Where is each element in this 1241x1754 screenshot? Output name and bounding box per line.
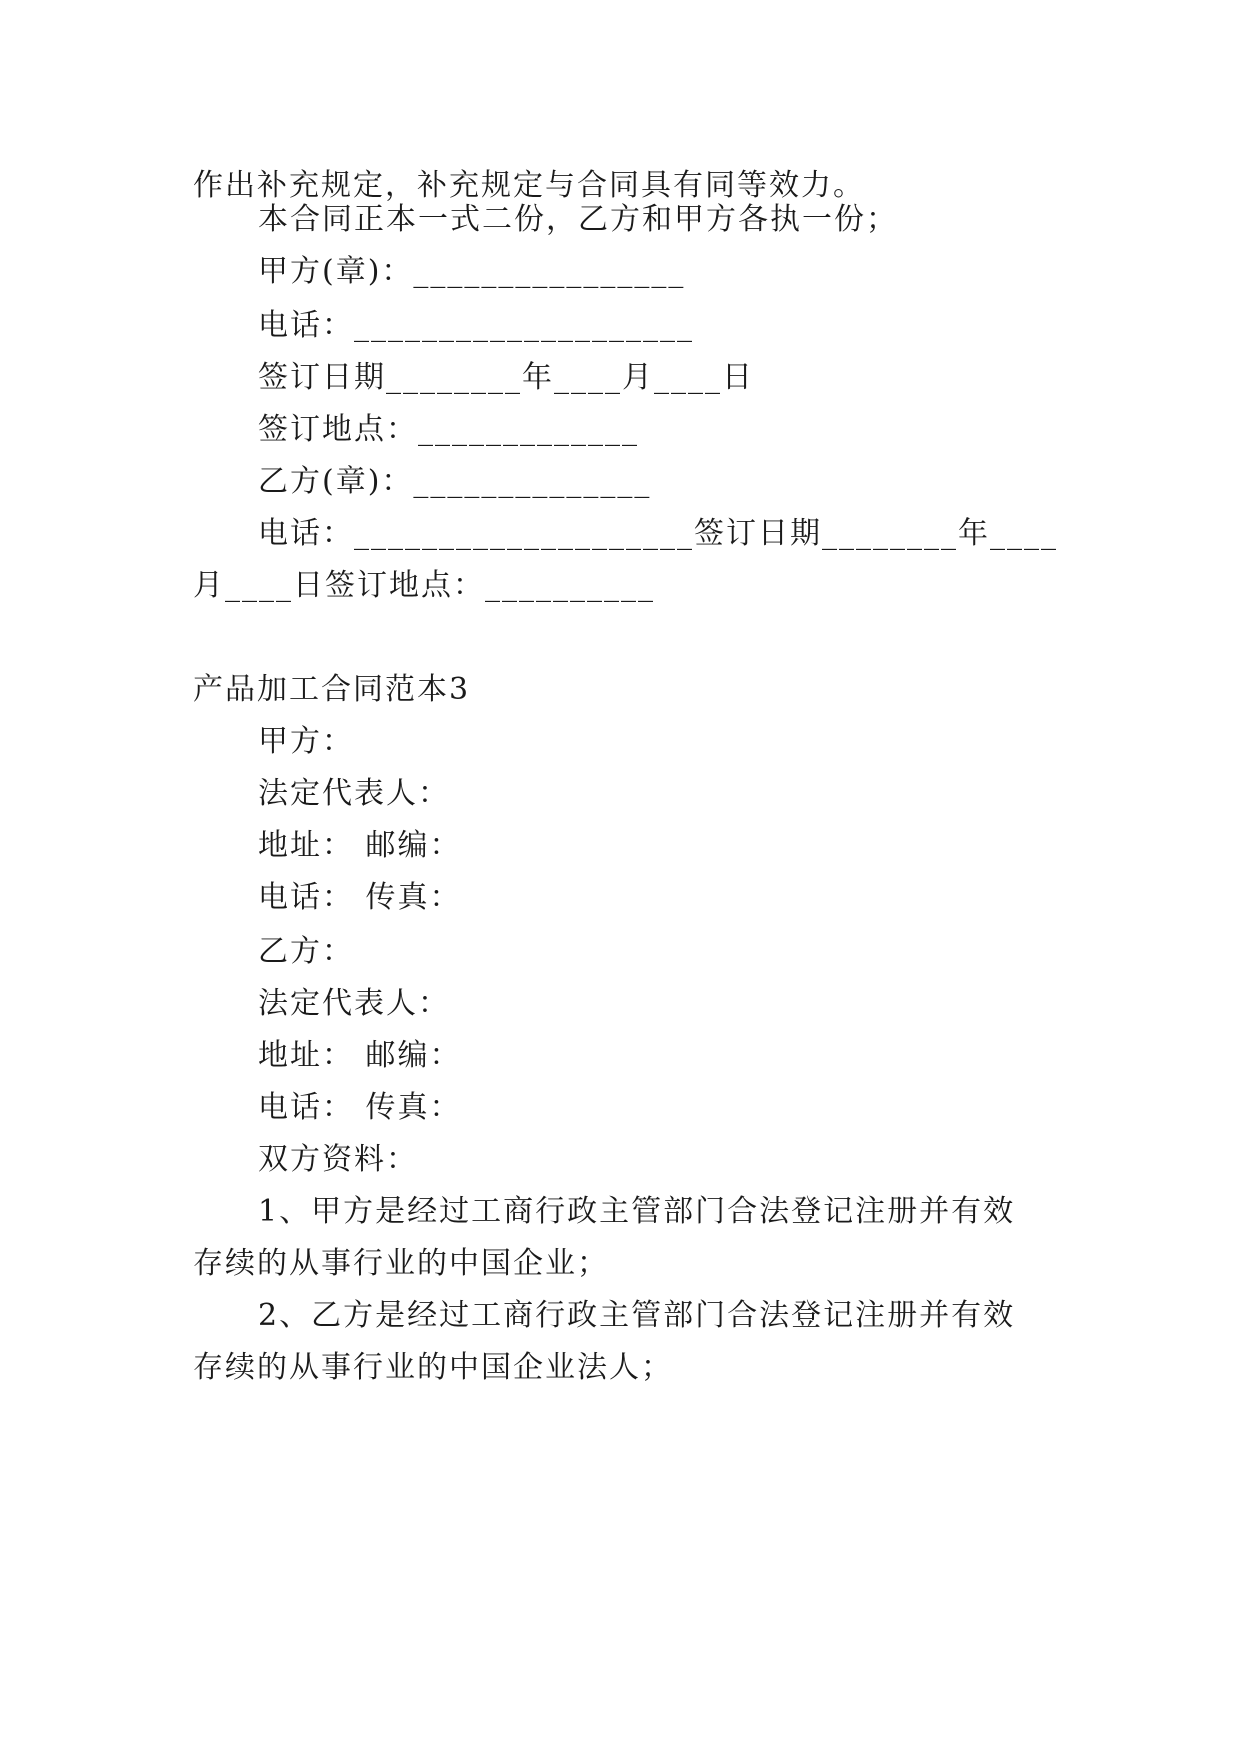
text-line: 电话： 传真： — [258, 1090, 462, 1125]
text-line: 2、乙方是经过工商行政主管部门合法登记注册并有效 — [258, 1298, 1016, 1333]
text-line: 1、甲方是经过工商行政主管部门合法登记注册并有效 — [258, 1194, 1016, 1229]
text-line: 电话：____________________签订日期________年____ — [258, 516, 1058, 551]
text-line: 签订地点：_____________ — [258, 412, 639, 447]
text-line: 电话： 传真： — [258, 880, 462, 915]
section-title: 产品加工合同范本3 — [193, 672, 471, 707]
text-line: 双方资料： — [258, 1142, 418, 1177]
text-line: 法定代表人： — [258, 986, 450, 1021]
text-line: 甲方(章)：________________ — [258, 254, 686, 289]
text-line: 签订日期________年____月____日 — [258, 360, 754, 395]
text-line: 地址： 邮编： — [258, 1038, 462, 1073]
text-line: 存续的从事行业的中国企业法人； — [193, 1350, 673, 1385]
text-line: 法定代表人： — [258, 776, 450, 811]
text-line: 存续的从事行业的中国企业； — [193, 1246, 609, 1281]
text-line: 电话：____________________ — [258, 308, 694, 343]
text-line: 乙方： — [258, 934, 354, 969]
text-line: 甲方： — [258, 724, 354, 759]
text-line: 乙方(章)：______________ — [258, 464, 652, 499]
text-line: 月____日签订地点：__________ — [193, 568, 655, 603]
text-line: 地址： 邮编： — [258, 828, 462, 863]
text-line: 本合同正本一式二份，乙方和甲方各执一份； — [258, 202, 898, 237]
text-line: 作出补充规定，补充规定与合同具有同等效力。 — [193, 168, 865, 203]
